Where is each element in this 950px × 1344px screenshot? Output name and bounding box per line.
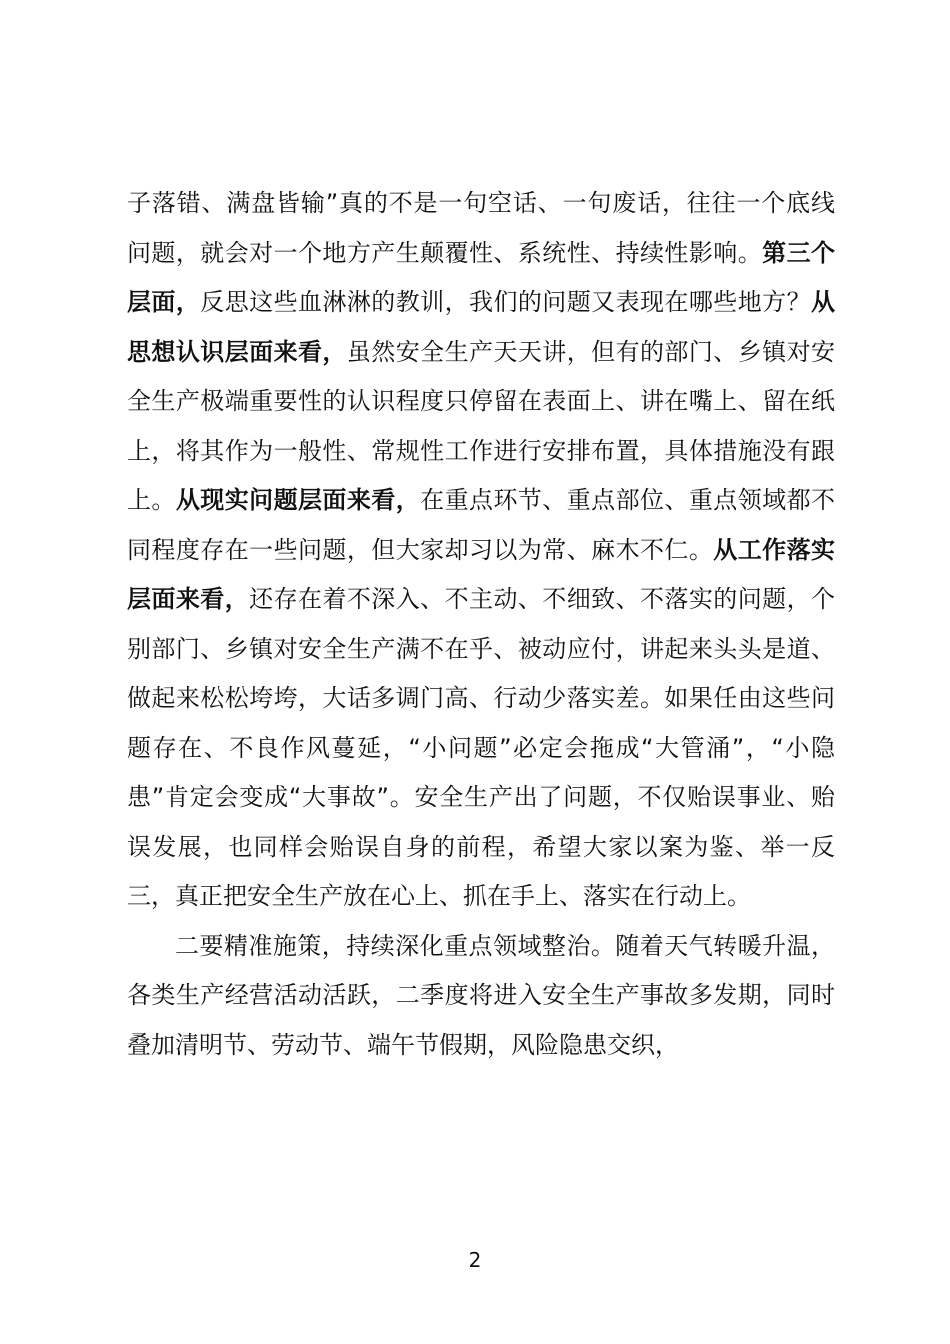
text-run: 虽然安全生产天天讲，但有的部门、乡镇对安全生产极端重要性的认识程度只停留在表面上、讲在嘴上、留在纸上，将其作为一般性、常规性工作进行安排布置，具体措施没有跟上。 [127, 337, 836, 514]
paragraph-problems [127, 179, 835, 922]
text-run: 子落错、满盘皆输”真的不是一句空话、一句废话，往往一个底线问题，就会对一个地方产生颠覆性、系统性、持续性影响。 [127, 189, 835, 267]
text-run: 在重点环节、重点部位、重点领域都不同程度存在一些问题，但大家却习以为常、麻木不仁。 [127, 486, 836, 564]
body-text [127, 179, 835, 1070]
page-number: 2 [468, 1248, 482, 1272]
text-run: 还存在着不深入、不主动、不细致、不落实的问题，个别部门、乡镇对安全生产满不在乎、被动应付，讲起来头头是道、做起来松松垮垮，大话多调门高、行动少落实差。如果任由这些问题存在、不良作风蔓延，“小问题”必定会拖成“大管涌”，“小隐患”肯定会变成“大事故”。安全生产出了问题，不仅贻误事业、贻误发展，也同样会贻误自身的前程，希望大家以案为鉴、举一反三，真正把安全生产放在心上、抓在手上、落实在行动上。 [127, 585, 836, 910]
paragraph-precise-measures: 二要精准施策，持续深化重点领域整治。随着天气转暖升温，各类生产经营活动活跃，二季度将进入安全生产事故多发期，同时叠加清明节、劳动节、端午节假期，风险隐患交织， [127, 931, 835, 1059]
bold-heading-ideology: 从思想认识层面来看， [127, 288, 836, 366]
bold-heading-implementation: 从工作落实层面来看， [127, 535, 836, 613]
text-run: 反思这些血淋淋的教训，我们的问题又表现在哪些地方？ [200, 288, 812, 316]
bold-heading-third-level: 第三个层面， [127, 238, 835, 316]
bold-heading-real-problems: 从现实问题层面来看， [175, 486, 421, 514]
